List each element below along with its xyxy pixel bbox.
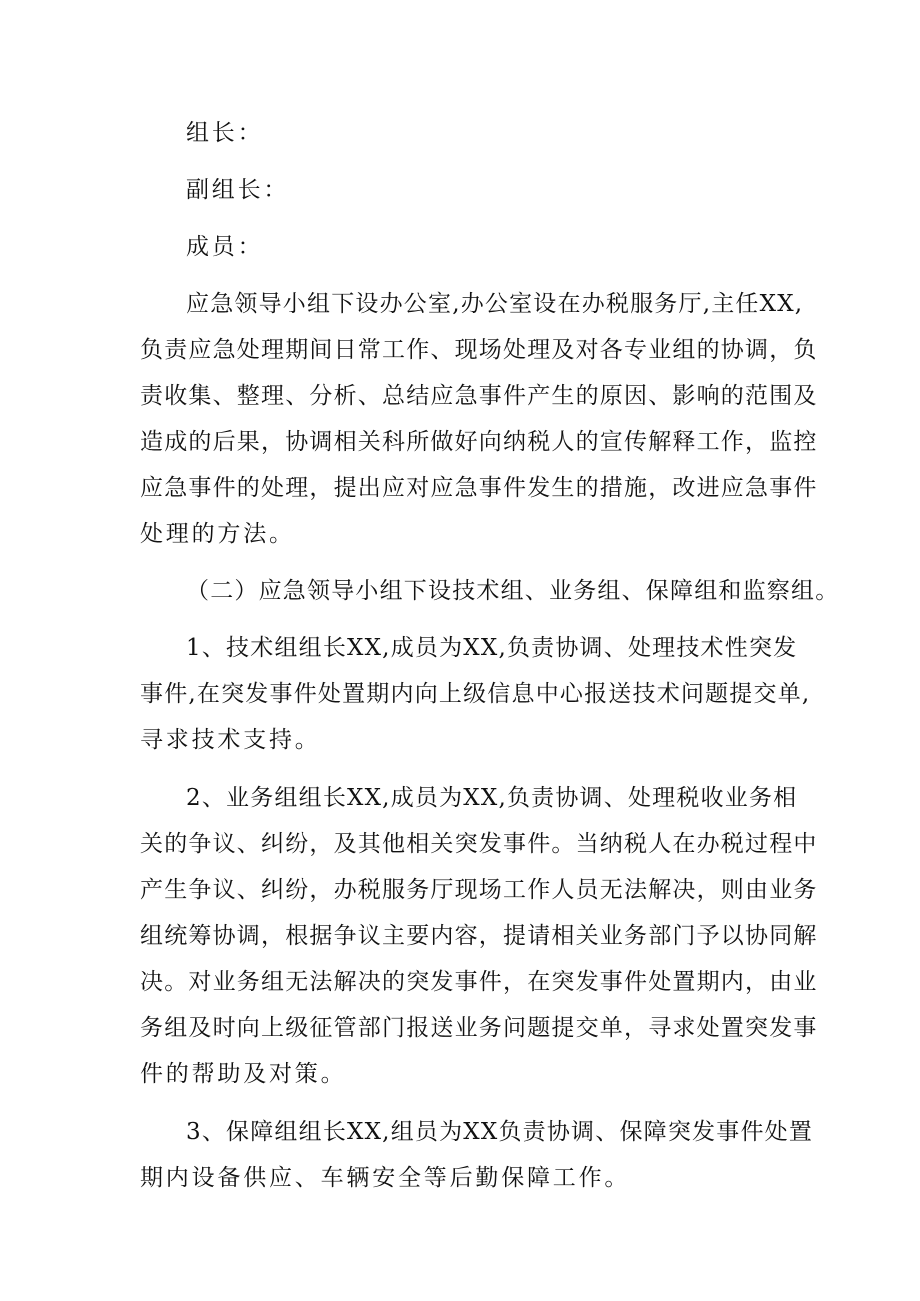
paragraph-line: 决。对业务组无法解决的突发事件，在突发事件处置期内，由业 xyxy=(140,969,818,995)
paragraph-line: 应急领导小组下设办公室,办公室设在办税服务厅,主任XX, xyxy=(186,291,804,317)
paragraph-line: 2、业务组组长XX,成员为XX,负责协调、处理税收业务相 xyxy=(186,785,798,811)
business-group-paragraph xyxy=(140,775,818,1097)
paragraph-line: 寻求技术支持。 xyxy=(140,727,321,753)
paragraph-line: 造成的后果，协调相关科所做好向纳税人的宣传解释工作，监控 xyxy=(140,429,818,455)
technical-group-paragraph xyxy=(140,625,811,763)
section-heading: （二）应急领导小组下设技术组、业务组、保障组和监察组。 xyxy=(186,578,840,604)
paragraph-line: 务组及时向上级征管部门报送业务问题提交单，寻求处置突发事 xyxy=(140,1015,818,1041)
paragraph-line: 组统筹协调，根据争议主要内容，提请相关业务部门予以协同解 xyxy=(140,923,818,949)
paragraph-line: 处理的方法。 xyxy=(140,521,295,547)
paragraph-line: 事件,在突发事件处置期内向上级信息中心报送技术问题提交单, xyxy=(140,681,811,707)
paragraph-line: 负责应急处理期间日常工作、现场处理及对各专业组的协调，负 xyxy=(140,337,818,363)
paragraph-line: 产生争议、纠纷，办税服务厅现场工作人员无法解决，则由业务 xyxy=(140,877,818,903)
members-label: 成员： xyxy=(186,234,264,260)
paragraph-line: 应急事件的处理，提出应对应急事件发生的措施，改进应急事件 xyxy=(140,475,818,501)
paragraph-line: 1、技术组组长XX,成员为XX,负责协调、处理技术性突发 xyxy=(186,635,798,661)
support-group-paragraph xyxy=(140,1109,814,1201)
paragraph-line: 3、保障组组长XX,组员为XX负责协调、保障突发事件处置 xyxy=(186,1119,814,1145)
paragraph-line: 责收集、整理、分析、总结应急事件产生的原因、影响的范围及 xyxy=(140,383,818,409)
office-paragraph xyxy=(140,281,818,557)
deputy-leader-label: 副组长： xyxy=(186,177,290,203)
document-body xyxy=(140,110,840,1201)
paragraph-line: 件的帮助及对策。 xyxy=(140,1061,347,1087)
leader-label: 组长： xyxy=(186,120,264,146)
paragraph-line: 期内设备供应、车辆安全等后勤保障工作。 xyxy=(140,1165,631,1191)
paragraph-line: 关的争议、纠纷，及其他相关突发事件。当纳税人在办税过程中 xyxy=(140,831,818,857)
